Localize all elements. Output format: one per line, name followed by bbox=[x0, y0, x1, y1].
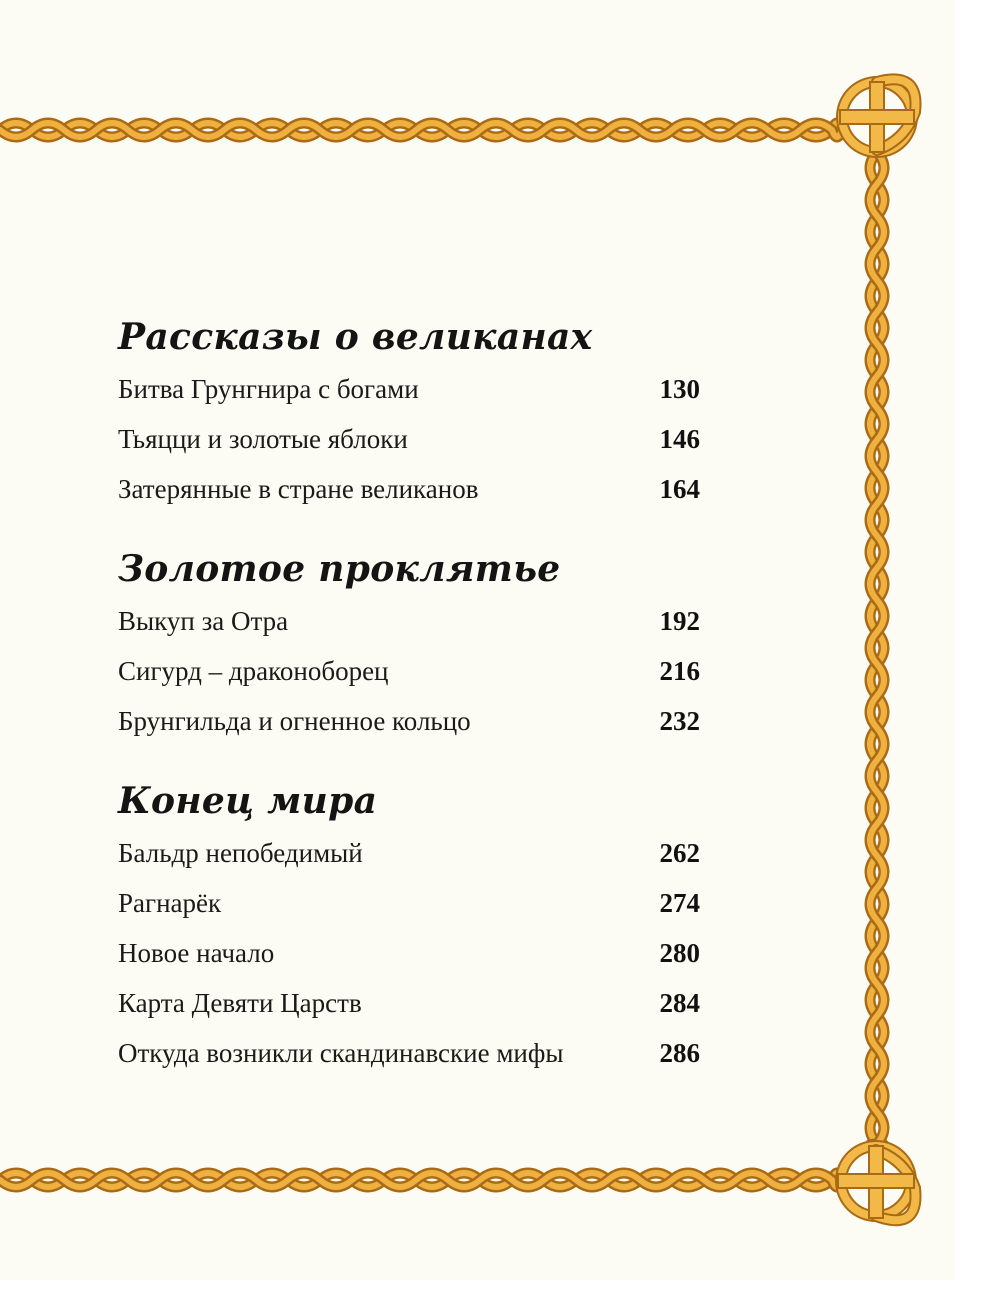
entry-page-number: 280 bbox=[659, 938, 700, 968]
entry-page-number: 130 bbox=[659, 374, 700, 404]
entry-page-number: 284 bbox=[659, 988, 700, 1018]
entry-page-number: 262 bbox=[659, 838, 700, 868]
entry-title: Брунгильда и огненное кольцо bbox=[118, 706, 471, 736]
entry-title: Новое начало bbox=[118, 938, 275, 968]
entry-title: Откуда возникли скандинавские мифы bbox=[118, 1038, 564, 1068]
entry-page-number: 146 bbox=[659, 424, 700, 454]
toc-entry bbox=[118, 464, 700, 514]
toc-entry bbox=[118, 596, 700, 646]
entry-page-number: 274 bbox=[659, 888, 700, 918]
entry-page-number: 232 bbox=[659, 706, 700, 736]
table-of-contents bbox=[118, 312, 700, 1108]
entry-title: Выкуп за Отра bbox=[118, 606, 289, 636]
section-title: Золотое проклятье bbox=[118, 548, 561, 590]
entry-title: Карта Девяти Царств bbox=[118, 988, 362, 1018]
corner-knot-bottom-right bbox=[838, 1146, 916, 1220]
toc-entry bbox=[118, 828, 700, 878]
entry-page-number: 216 bbox=[659, 656, 700, 686]
toc-entry bbox=[118, 364, 700, 414]
toc-entry bbox=[118, 978, 700, 1028]
toc-entry bbox=[118, 928, 700, 978]
toc-section bbox=[118, 776, 700, 1078]
toc-entry bbox=[118, 414, 700, 464]
entry-page-number: 164 bbox=[659, 474, 700, 504]
toc-entry bbox=[118, 696, 700, 746]
entry-title: Сигурд – драконоборец bbox=[118, 656, 389, 686]
entry-page-number: 192 bbox=[659, 606, 700, 636]
toc-entry bbox=[118, 646, 700, 696]
entry-title: Бальдр непобедимый bbox=[118, 838, 363, 868]
toc-section bbox=[118, 544, 700, 746]
toc-entry bbox=[118, 1028, 700, 1078]
corner-knot-top-right bbox=[840, 79, 916, 152]
entry-title: Тьяцци и золотые яблоки bbox=[118, 424, 408, 454]
entry-title: Битва Грунгнира с богами bbox=[118, 374, 419, 404]
entry-page-number: 286 bbox=[659, 1038, 700, 1068]
entry-title: Затерянные в стране великанов bbox=[118, 474, 479, 504]
entry-title: Рагнарёк bbox=[118, 888, 222, 918]
toc-section bbox=[118, 312, 700, 514]
section-title: Конец мира bbox=[118, 780, 378, 822]
section-title: Рассказы о великанах bbox=[118, 316, 593, 358]
toc-entry bbox=[118, 878, 700, 928]
